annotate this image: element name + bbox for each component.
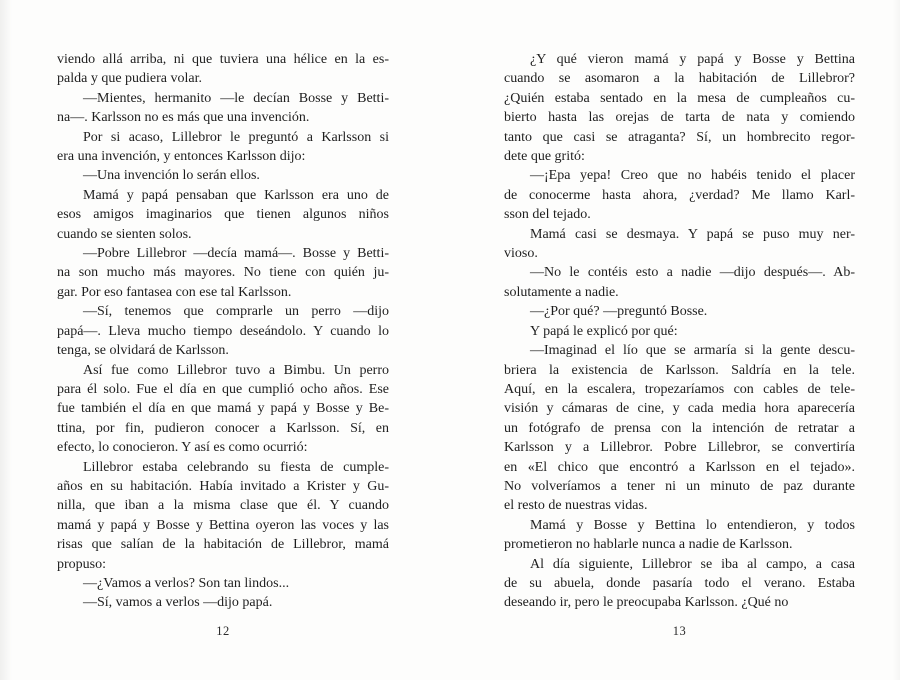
text-line: —¿Vamos a verlos? Son tan lindos... (83, 575, 290, 591)
text-line: tenga, se olvidará de Karlsson. (57, 343, 229, 359)
text-line: na son mucho más mayores. No tiene con quién ju- (57, 265, 389, 281)
text-line: Mamá y papá pensaban que Karlsson era uno de (83, 187, 389, 203)
text-line: en «El chico que encontró a Karlsson en el tejado». (504, 459, 855, 475)
page-number-left: 12 (216, 624, 230, 638)
text-line: No volveríamos a tener ni un minuto de paz durante (504, 478, 855, 494)
text-line: deseando ir, pero le preocupaba Karlsson. ¿Qué no (504, 595, 789, 611)
text-line: —Mientes, hermanito —le decían Bosse y Betti- (83, 90, 389, 106)
text-line: Y papá le explicó por qué: (530, 323, 678, 339)
text-line: esos amigos imaginarios que tienen algunos niños (57, 207, 389, 223)
page-number-right: 13 (672, 624, 687, 638)
text-line: el resto de nuestras vidas. (504, 498, 648, 514)
text-line: na—. Karlsson no es más que una invención. (57, 110, 310, 126)
text-line: palda y que pudiera volar. (57, 71, 203, 87)
text-line: risas que salían de la habitación de Lillebror, mamá (57, 537, 389, 553)
text-line: Lillebror estaba celebrando su fiesta de cumple- (83, 459, 389, 475)
text-line: Aquí, en la escalera, tropezaríamos con cables de tele- (504, 381, 855, 397)
text-line: ¿Quién estaba sentado en la mesa de cumpleaños cu- (504, 90, 855, 106)
text-line: Así fue como Lillebror tuvo a Bimbu. Un perro (83, 362, 389, 378)
text-line: ¿Y qué vieron mamá y papá y Bosse y Bettina (530, 52, 855, 67)
text-line: visión y cámaras de cine, y cada media hora aparecería (504, 401, 855, 417)
text-line: efecto, lo conocieron. Y así es como ocurrió: (57, 440, 308, 456)
text-line: propuso: (57, 556, 106, 572)
text-line: era una invención, y entonces Karlsson dijo: (57, 149, 306, 165)
text-line: —Sí, tenemos que comprarle un perro —dijo (83, 304, 389, 320)
text-line: —No le contéis esto a nadie —dijo después—. Ab- (530, 265, 855, 281)
text-line: fue también el día en que mamá y papá y Bosse y Be- (57, 401, 389, 417)
text-line: para él solo. Fue el día en que cumplió ocho años. Ese (57, 381, 389, 397)
text-line: nilla, que iban a la misma clase que él. Y cuando (57, 498, 389, 514)
text-line: —¡Epa yepa! Creo que no habéis tenido el placer (530, 168, 855, 184)
text-line: sson del tejado. (504, 207, 591, 223)
text-line: —¿Por qué? —preguntó Bosse. (530, 304, 708, 320)
text-line: gar. Por eso fantasea con ese tal Karlsson. (57, 284, 292, 300)
page-right-text-column (504, 50, 855, 613)
text-line: años en su habitación. Había invitado a Krister y Gu- (57, 478, 389, 494)
text-line: Mamá y Bosse y Bettina lo entendieron, y todos (530, 517, 855, 533)
text-line: vioso. (504, 246, 538, 262)
text-line: prometieron no hablarle nunca a nadie de Karlsson. (504, 537, 793, 553)
text-line: de conocerme hasta ahora, ¿verdad? Me llamo Karl- (504, 187, 855, 203)
text-line: de su abuela, donde pasaría todo el verano. Estaba (504, 575, 855, 591)
text-line: —Imaginad el lío que se armaría si la gente descu- (530, 343, 855, 359)
text-line: ttina, por fin, pudieron conocer a Karlsson. Sí, en (57, 420, 389, 436)
text-line: —Una invención lo serán ellos. (83, 168, 260, 184)
text-line: Por si acaso, Lillebror le preguntó a Karlsson si (83, 129, 389, 145)
text-line: Karlsson y a Lillebror. Pobre Lillebror, se convertiría (504, 440, 855, 456)
text-line: —Pobre Lillebror —decía mamá—. Bosse y Betti- (83, 246, 389, 262)
text-line: —Sí, vamos a verlos —dijo papá. (83, 595, 273, 611)
text-line: Al día siguiente, Lillebror se iba al campo, a casa (530, 556, 855, 572)
text-line: Mamá casi se desmaya. Y papá se puso muy ner- (530, 226, 855, 242)
page-left-text-column (57, 50, 389, 613)
text-line: un fotógrafo de prensa con la intención de retratar a (504, 420, 855, 436)
text-line: papá—. Lleva mucho tiempo deseándolo. Y cuando lo (57, 323, 389, 339)
text-line: dete que gritó: (504, 149, 585, 165)
text-line: tanto que casi se atraganta? Sí, un hombrecito regor- (504, 129, 855, 145)
text-line: cuando se sienten solos. (57, 226, 192, 242)
text-line: viendo allá arriba, ni que tuviera una hélice en la es- (57, 52, 389, 67)
text-line: bierto hasta las orejas de tarta de nata y comiendo (504, 110, 855, 126)
text-line: solutamente a nadie. (504, 284, 619, 300)
text-line: mamá y papá y Bosse y Bettina oyeron las voces y las (57, 517, 389, 533)
text-line: briera la existencia de Karlsson. Saldría en la tele. (504, 362, 855, 378)
text-line: cuando se asomaron a la habitación de Lillebror? (504, 71, 855, 87)
